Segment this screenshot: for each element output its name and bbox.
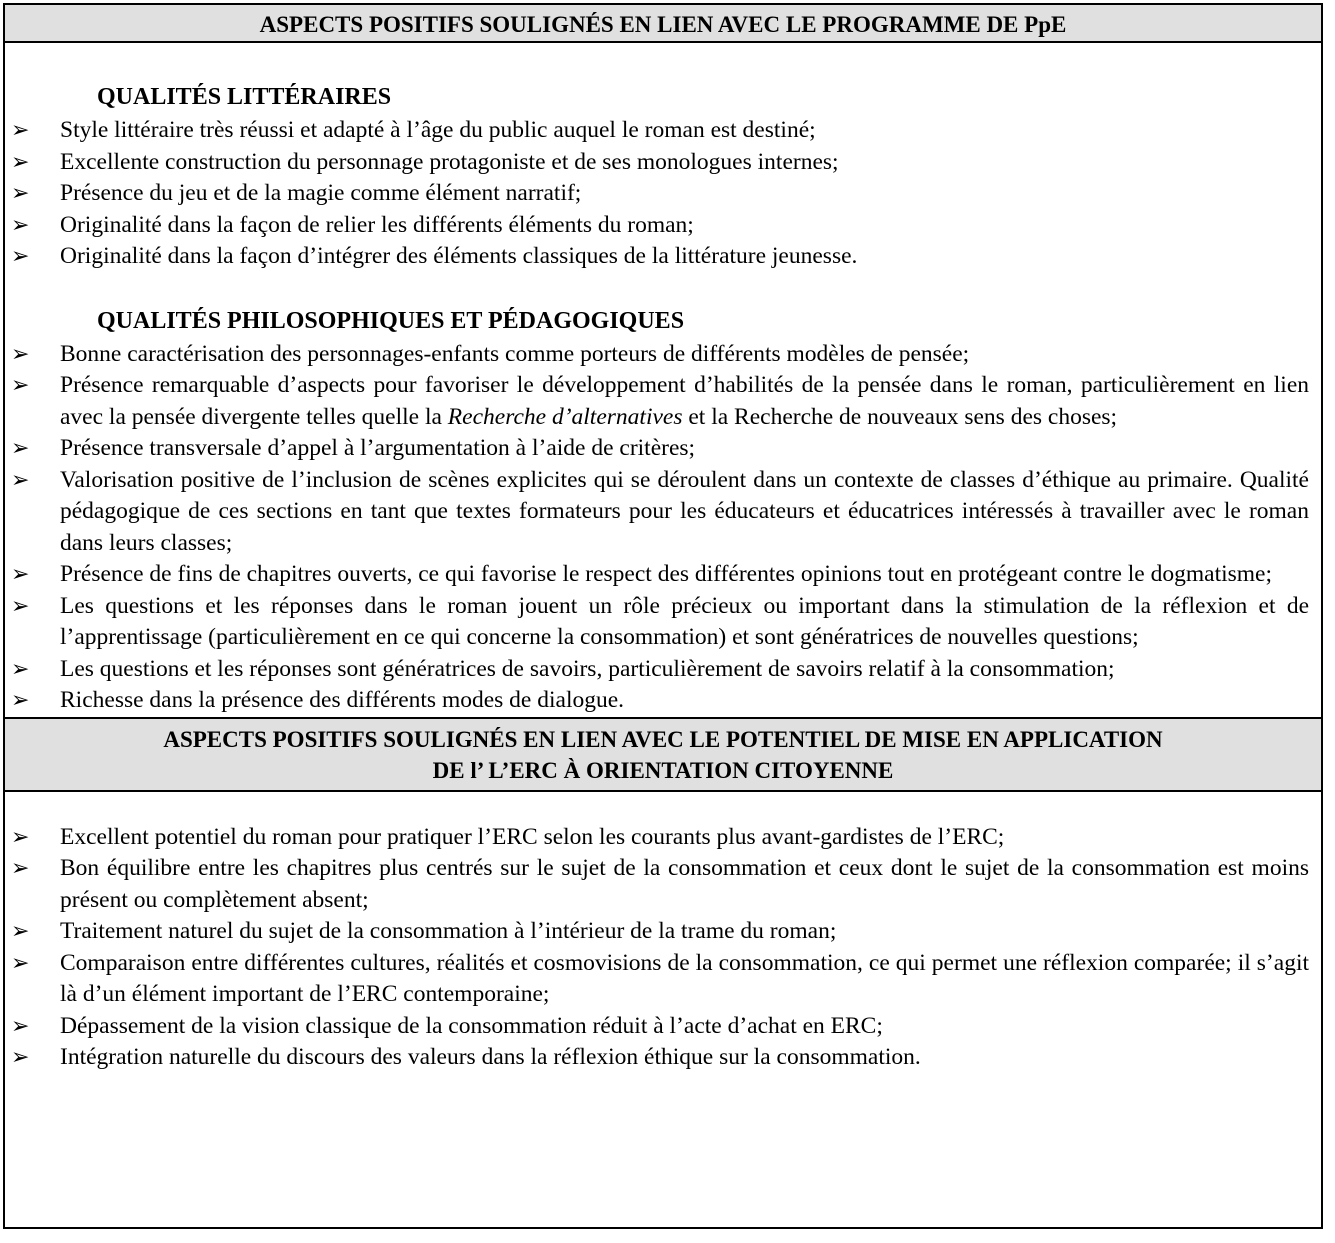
- list-item: [5, 916, 1321, 948]
- list-philosophical: [5, 339, 1321, 717]
- list-item-text: Valorisation positive de l’inclusion de scènes explicites qui se déroulent dans un contexte de classes d’éthique au primaire. Qualité pédagogique de ces sections en tant que textes formateurs pour les éducateurs et éducatrices intéressés à travailler avec le roman dans leurs classes;: [60, 466, 1309, 556]
- list-item: [5, 465, 1321, 560]
- list-item-text: Présence transversale d’appel à l’argumentation à l’aide de critères;: [60, 435, 696, 461]
- arrow-bullet-icon: ➢: [11, 856, 30, 881]
- section-header-citizen: [5, 717, 1321, 792]
- list-item: [5, 685, 1321, 717]
- arrow-bullet-icon: ➢: [11, 467, 30, 493]
- list-item-text: Originalité dans la façon d’intégrer des éléments classiques de la littérature jeunesse.: [60, 243, 858, 269]
- section-programme: [5, 43, 1321, 717]
- list-item-text: Bonne caractérisation des personnages-enfants comme porteurs de différents modèles de pensée;: [60, 340, 970, 367]
- list-item-text: Intégration naturelle du discours des valeurs dans la réflexion éthique sur la consommation.: [60, 1044, 921, 1070]
- list-item-text: Bon équilibre entre les chapitres plus centrés sur le sujet de la consommation et ceux dont le sujet de la consommation est moins présent ou complètement absent;: [60, 855, 1309, 913]
- list-item-text: Présence de fins de chapitres ouverts, ce qui favorise le respect des différentes opinions tout en protégeant contre le dogmatisme;: [60, 561, 1273, 587]
- list-citizen: [5, 822, 1321, 1074]
- arrow-bullet-icon: ➢: [11, 1013, 30, 1039]
- arrow-bullet-icon: ➢: [11, 181, 30, 206]
- arrow-bullet-icon: ➢: [11, 562, 30, 587]
- list-item-text: Présence remarquable d’aspects pour favoriser le développement d’habilités de la pensée dans le roman, particulièrement en lien avec la pensée divergente telles quelle la: [60, 372, 1309, 430]
- list-item: [5, 115, 1321, 147]
- list-item: [5, 853, 1321, 916]
- list-item: [5, 370, 1321, 433]
- arrow-bullet-icon: ➢: [11, 1045, 30, 1070]
- subheading-philosophical: QUALITÉS PHILOSOPHIQUES ET PÉDAGOGIQUES: [97, 307, 685, 334]
- list-item-text: Excellent potentiel du roman pour pratiquer l’ERC selon les courants plus avant-gardistes de l’ERC;: [60, 823, 1005, 850]
- arrow-bullet-icon: ➢: [11, 244, 30, 269]
- list-item-text: Les questions et les réponses dans le roman jouent un rôle précieux ou important dans la stimulation de la réflexion et de l’apprentissage (particulièrement en ce qui concerne la consommation) et sont génératrices de nouvelles questions;: [60, 592, 1309, 650]
- list-item-text: et la Recherche de nouveaux sens des choses;: [682, 403, 1118, 430]
- list-item-text: Richesse dans la présence des différents modes de dialogue.: [60, 687, 625, 713]
- arrow-bullet-icon: ➢: [11, 824, 30, 850]
- list-item: [5, 433, 1321, 465]
- document-table: [3, 3, 1323, 1229]
- list-item: [5, 241, 1321, 273]
- arrow-bullet-icon: ➢: [11, 373, 30, 398]
- list-item-text: Comparaison entre différentes cultures, réalités et cosmovisions de la consommation, ce qui permet une réflexion comparée; il s’agit là d’un élément important de l’ERC contemporaine;: [60, 949, 1309, 1007]
- list-item-text: Originalité dans la façon de relier les différents éléments du roman;: [60, 211, 694, 238]
- list-item: [5, 210, 1321, 242]
- arrow-bullet-icon: ➢: [11, 688, 30, 713]
- section-header-programme: ASPECTS POSITIFS SOULIGNÉS EN LIEN AVEC LE PROGRAMME DE PpE: [5, 5, 1321, 43]
- subheading-literary: QUALITÉS LITTÉRAIRES: [97, 84, 392, 110]
- italic-text: Recherche d’alternatives: [447, 403, 683, 430]
- spacer: [5, 273, 1321, 303]
- list-item: [5, 178, 1321, 210]
- arrow-bullet-icon: ➢: [11, 919, 30, 944]
- list-item: [5, 948, 1321, 1011]
- list-item: [5, 1042, 1321, 1074]
- list-literary: [5, 115, 1321, 273]
- list-item-text: Style littéraire très réussi et adapté à l’âge du public auquel le roman est destiné;: [60, 117, 816, 143]
- list-item: [5, 1011, 1321, 1043]
- arrow-bullet-icon: ➢: [11, 436, 30, 461]
- list-item: [5, 822, 1321, 854]
- arrow-bullet-icon: ➢: [11, 212, 30, 238]
- list-item-text: Dépassement de la vision classique de la consommation réduit à l’acte d’achat en ERC;: [60, 1012, 883, 1039]
- list-item: [5, 339, 1321, 371]
- list-item-text: Traitement naturel du sujet de la consommation à l’intérieur de la trame du roman;: [60, 918, 837, 944]
- arrow-bullet-icon: ➢: [11, 341, 30, 367]
- arrow-bullet-icon: ➢: [11, 950, 30, 976]
- arrow-bullet-icon: ➢: [11, 656, 30, 682]
- list-item: [5, 591, 1321, 654]
- list-item: [5, 654, 1321, 686]
- list-item-text: Excellente construction du personnage protagoniste et de ses monologues internes;: [60, 148, 839, 175]
- section-citizen: [5, 792, 1321, 1074]
- arrow-bullet-icon: ➢: [11, 149, 30, 175]
- list-item-text: Les questions et les réponses sont génératrices de savoirs, particulièrement de savoirs relatif à la consommation;: [60, 655, 1115, 682]
- arrow-bullet-icon: ➢: [11, 593, 30, 619]
- header-line-1: ASPECTS POSITIFS SOULIGNÉS EN LIEN AVEC LE POTENTIEL DE MISE EN APPLICATION: [163, 726, 1163, 752]
- list-item: [5, 147, 1321, 179]
- list-item: [5, 559, 1321, 591]
- list-item-text: Présence du jeu et de la magie comme élément narratif;: [60, 180, 582, 206]
- arrow-bullet-icon: ➢: [11, 118, 30, 143]
- header-line-2: DE l’ L’ERC À ORIENTATION CITOYENNE: [432, 757, 894, 783]
